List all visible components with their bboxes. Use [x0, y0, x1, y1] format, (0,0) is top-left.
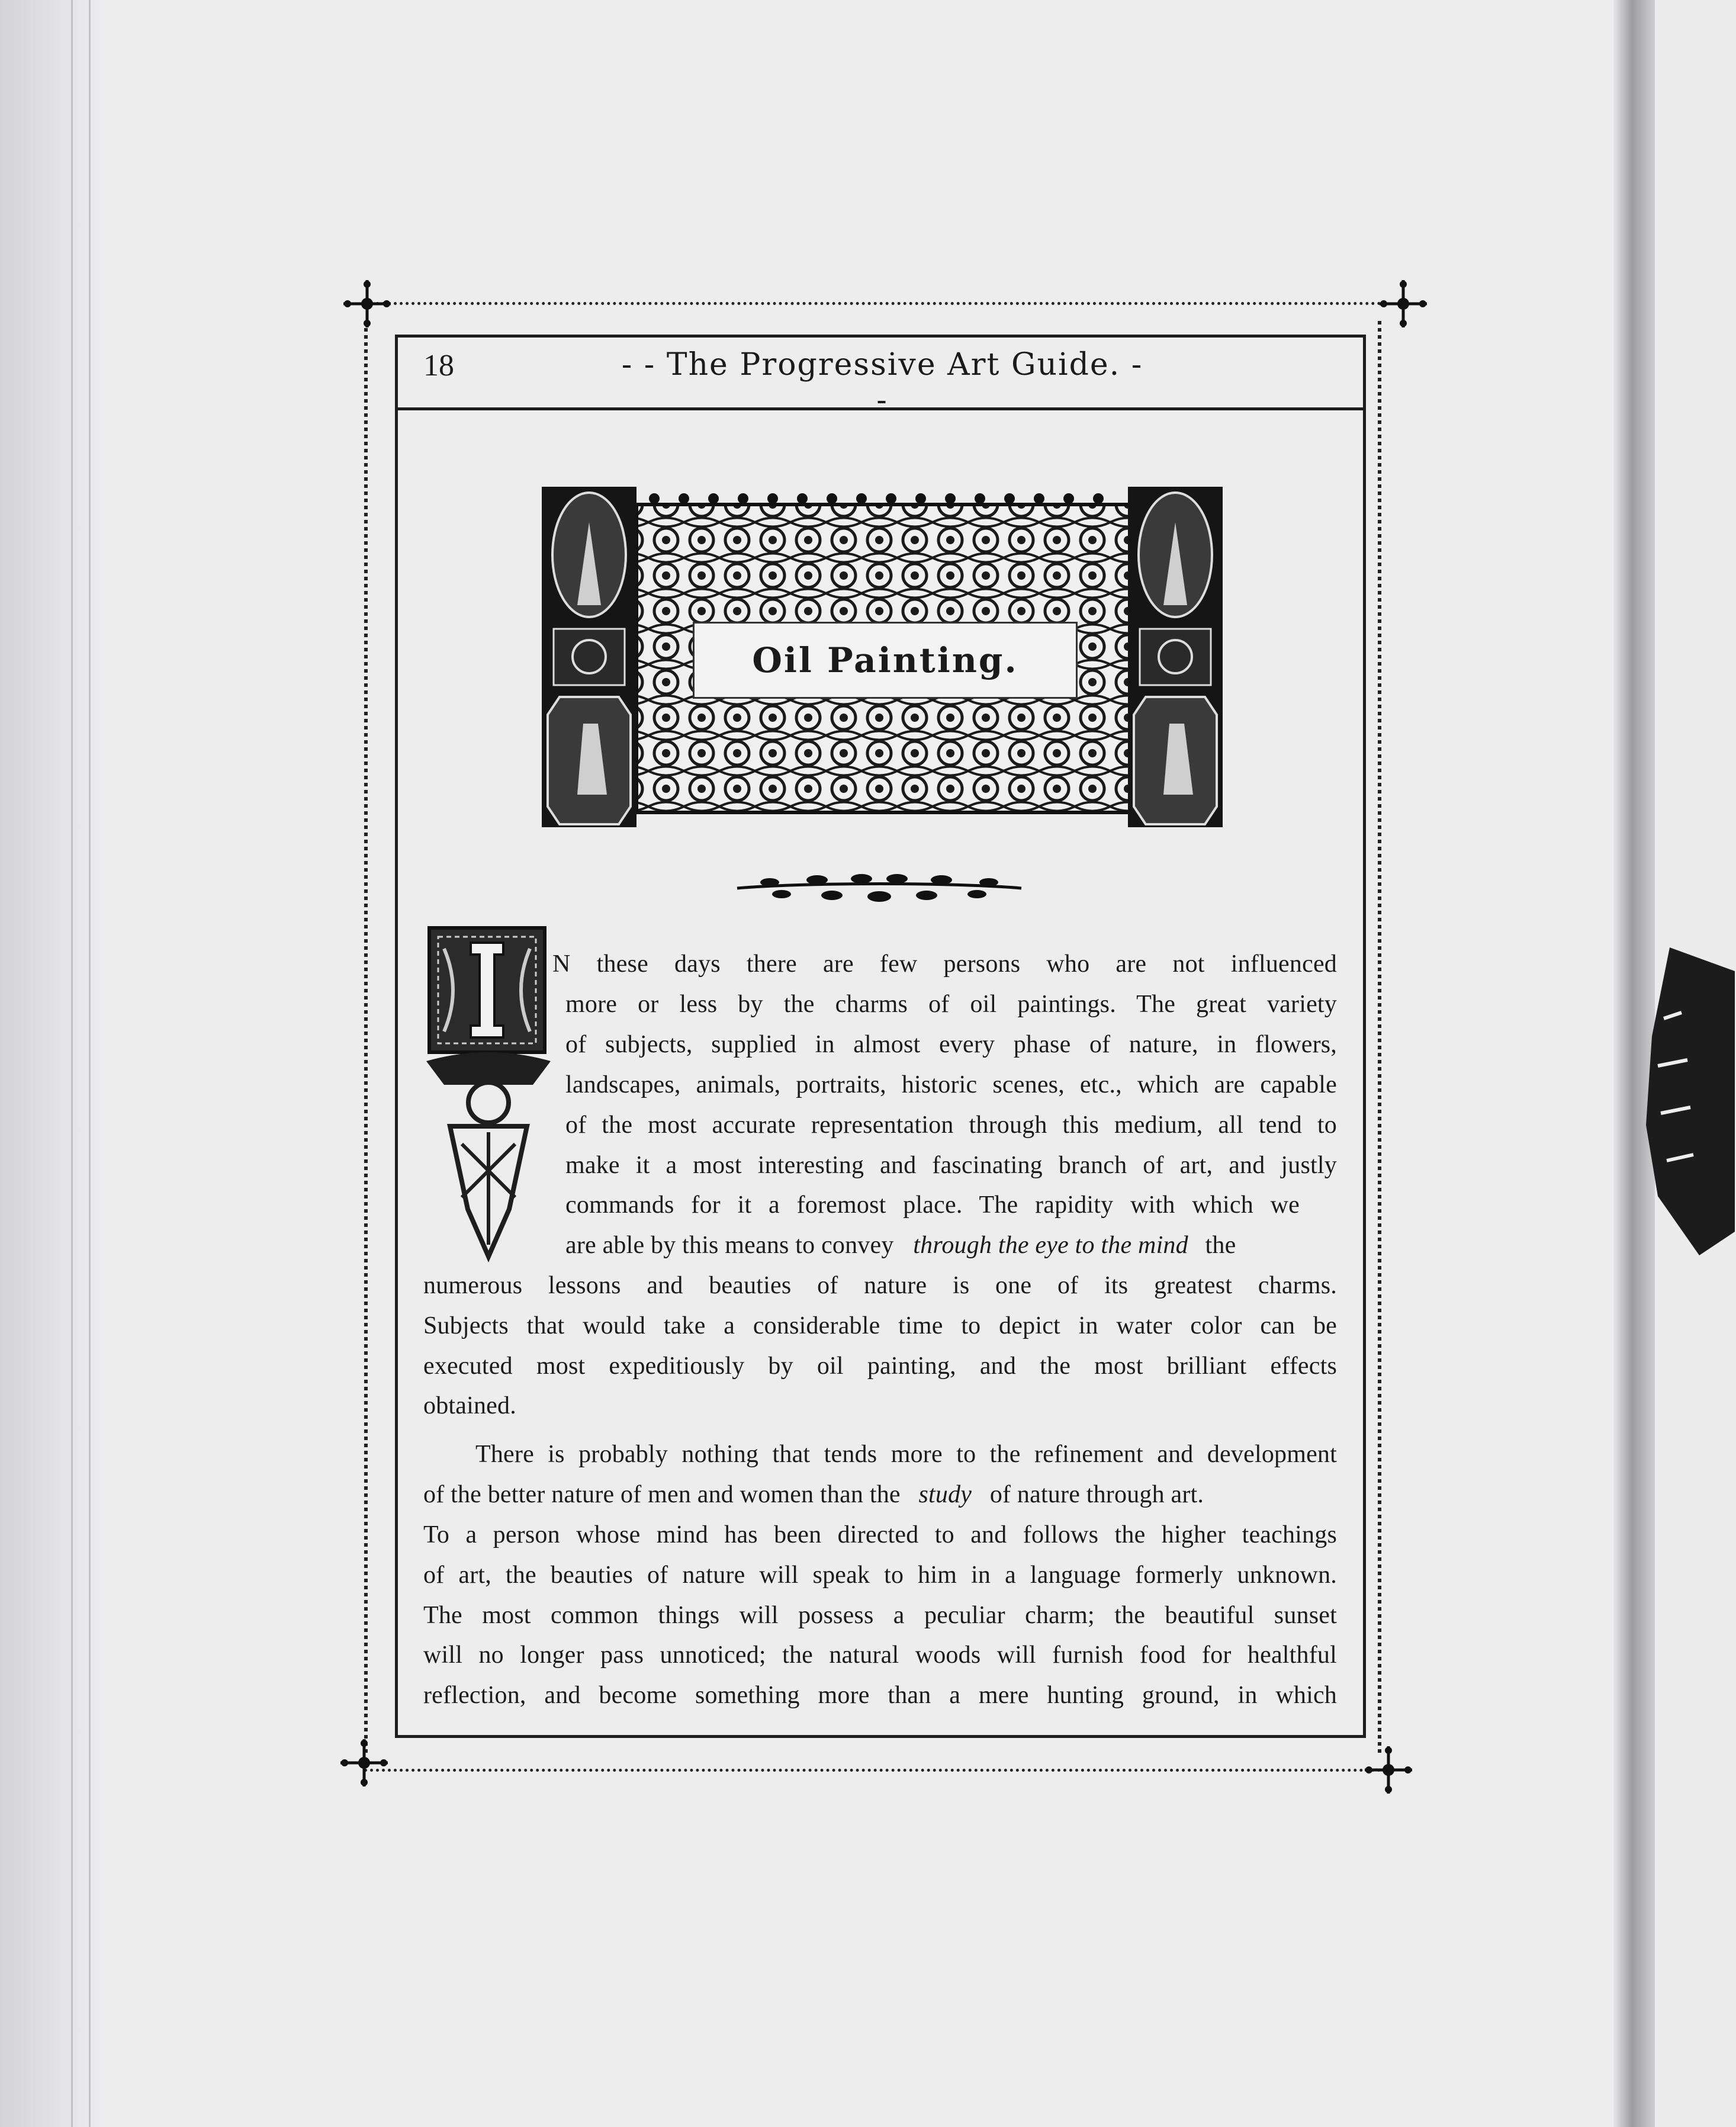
text-line: obtained. — [423, 1392, 516, 1419]
corner-ornament-icon — [337, 1736, 391, 1789]
outer-frame-right — [1378, 320, 1381, 1753]
text-line: of art, the beauties of nature will speak to him in a language formerly unknown. — [423, 1561, 1337, 1589]
text-line — [565, 1231, 1236, 1260]
running-title: - - The Progressive Art Guide. - - — [621, 347, 1143, 418]
text-line: N these days there are few persons who are not influenced — [552, 950, 1337, 978]
text-line: landscapes, animals, portraits, historic scenes, etc., which are capable — [565, 1071, 1337, 1098]
text-line: reflection, and become something more than a mere hunting ground, in which — [423, 1682, 1337, 1709]
text-line: numerous lessons and beauties of nature is one of its greatest charms. — [423, 1272, 1337, 1299]
text-line — [423, 1480, 1204, 1509]
corner-ornament-icon — [1377, 277, 1430, 330]
text-run: of nature through art. — [989, 1481, 1204, 1508]
text-line: will no longer pass unnoticed; the natural woods will furnish food for healthful — [423, 1641, 1337, 1669]
text-line: of the most accurate representation through this medium, all tend to — [565, 1111, 1337, 1139]
text-line: To a person whose mind has been directed to and follows the higher teachings — [423, 1521, 1337, 1548]
ink-blot — [1646, 947, 1735, 1255]
text-line: Subjects that would take a considerable time to depict in water color can be — [423, 1312, 1337, 1339]
text-run: of the better nature of men and women than the — [423, 1481, 901, 1508]
title-box — [693, 622, 1078, 699]
text-line: more or less by the charms of oil paintings. The great variety — [565, 991, 1337, 1018]
text-line: There is probably nothing that tends more to the refinement and development — [475, 1441, 1337, 1468]
vine-ornament-icon — [734, 869, 1024, 905]
book-edge-line — [71, 0, 73, 2127]
text-run: are able by this means to convey — [565, 1232, 894, 1259]
book-edge-line — [89, 0, 91, 2127]
text-line: executed most expeditiously by oil painting, and the most brilliant effects — [423, 1352, 1337, 1380]
outer-frame-left — [364, 320, 368, 1753]
book-edge-left — [0, 0, 101, 2127]
illuminated-initial-icon — [414, 925, 562, 1262]
text-run: the — [1205, 1232, 1236, 1259]
corner-ornament-icon — [340, 277, 394, 330]
corner-ornament-icon — [1362, 1743, 1415, 1797]
text-line: make it a most interesting and fascinating branch of art, and justly — [565, 1152, 1337, 1179]
section-title: Oil Painting. — [752, 640, 1018, 680]
text-line: commands for it a foremost place. The rapidity with which we — [565, 1191, 1300, 1219]
page-number: 18 — [423, 349, 454, 383]
text-run-italic: study — [918, 1481, 972, 1508]
text-run-italic: through the eye to the mind — [913, 1232, 1188, 1259]
text-line: of subjects, supplied in almost every phase of nature, in flowers, — [565, 1031, 1337, 1058]
text-line: The most common things will possess a peculiar charm; the beautiful sunset — [423, 1602, 1337, 1629]
